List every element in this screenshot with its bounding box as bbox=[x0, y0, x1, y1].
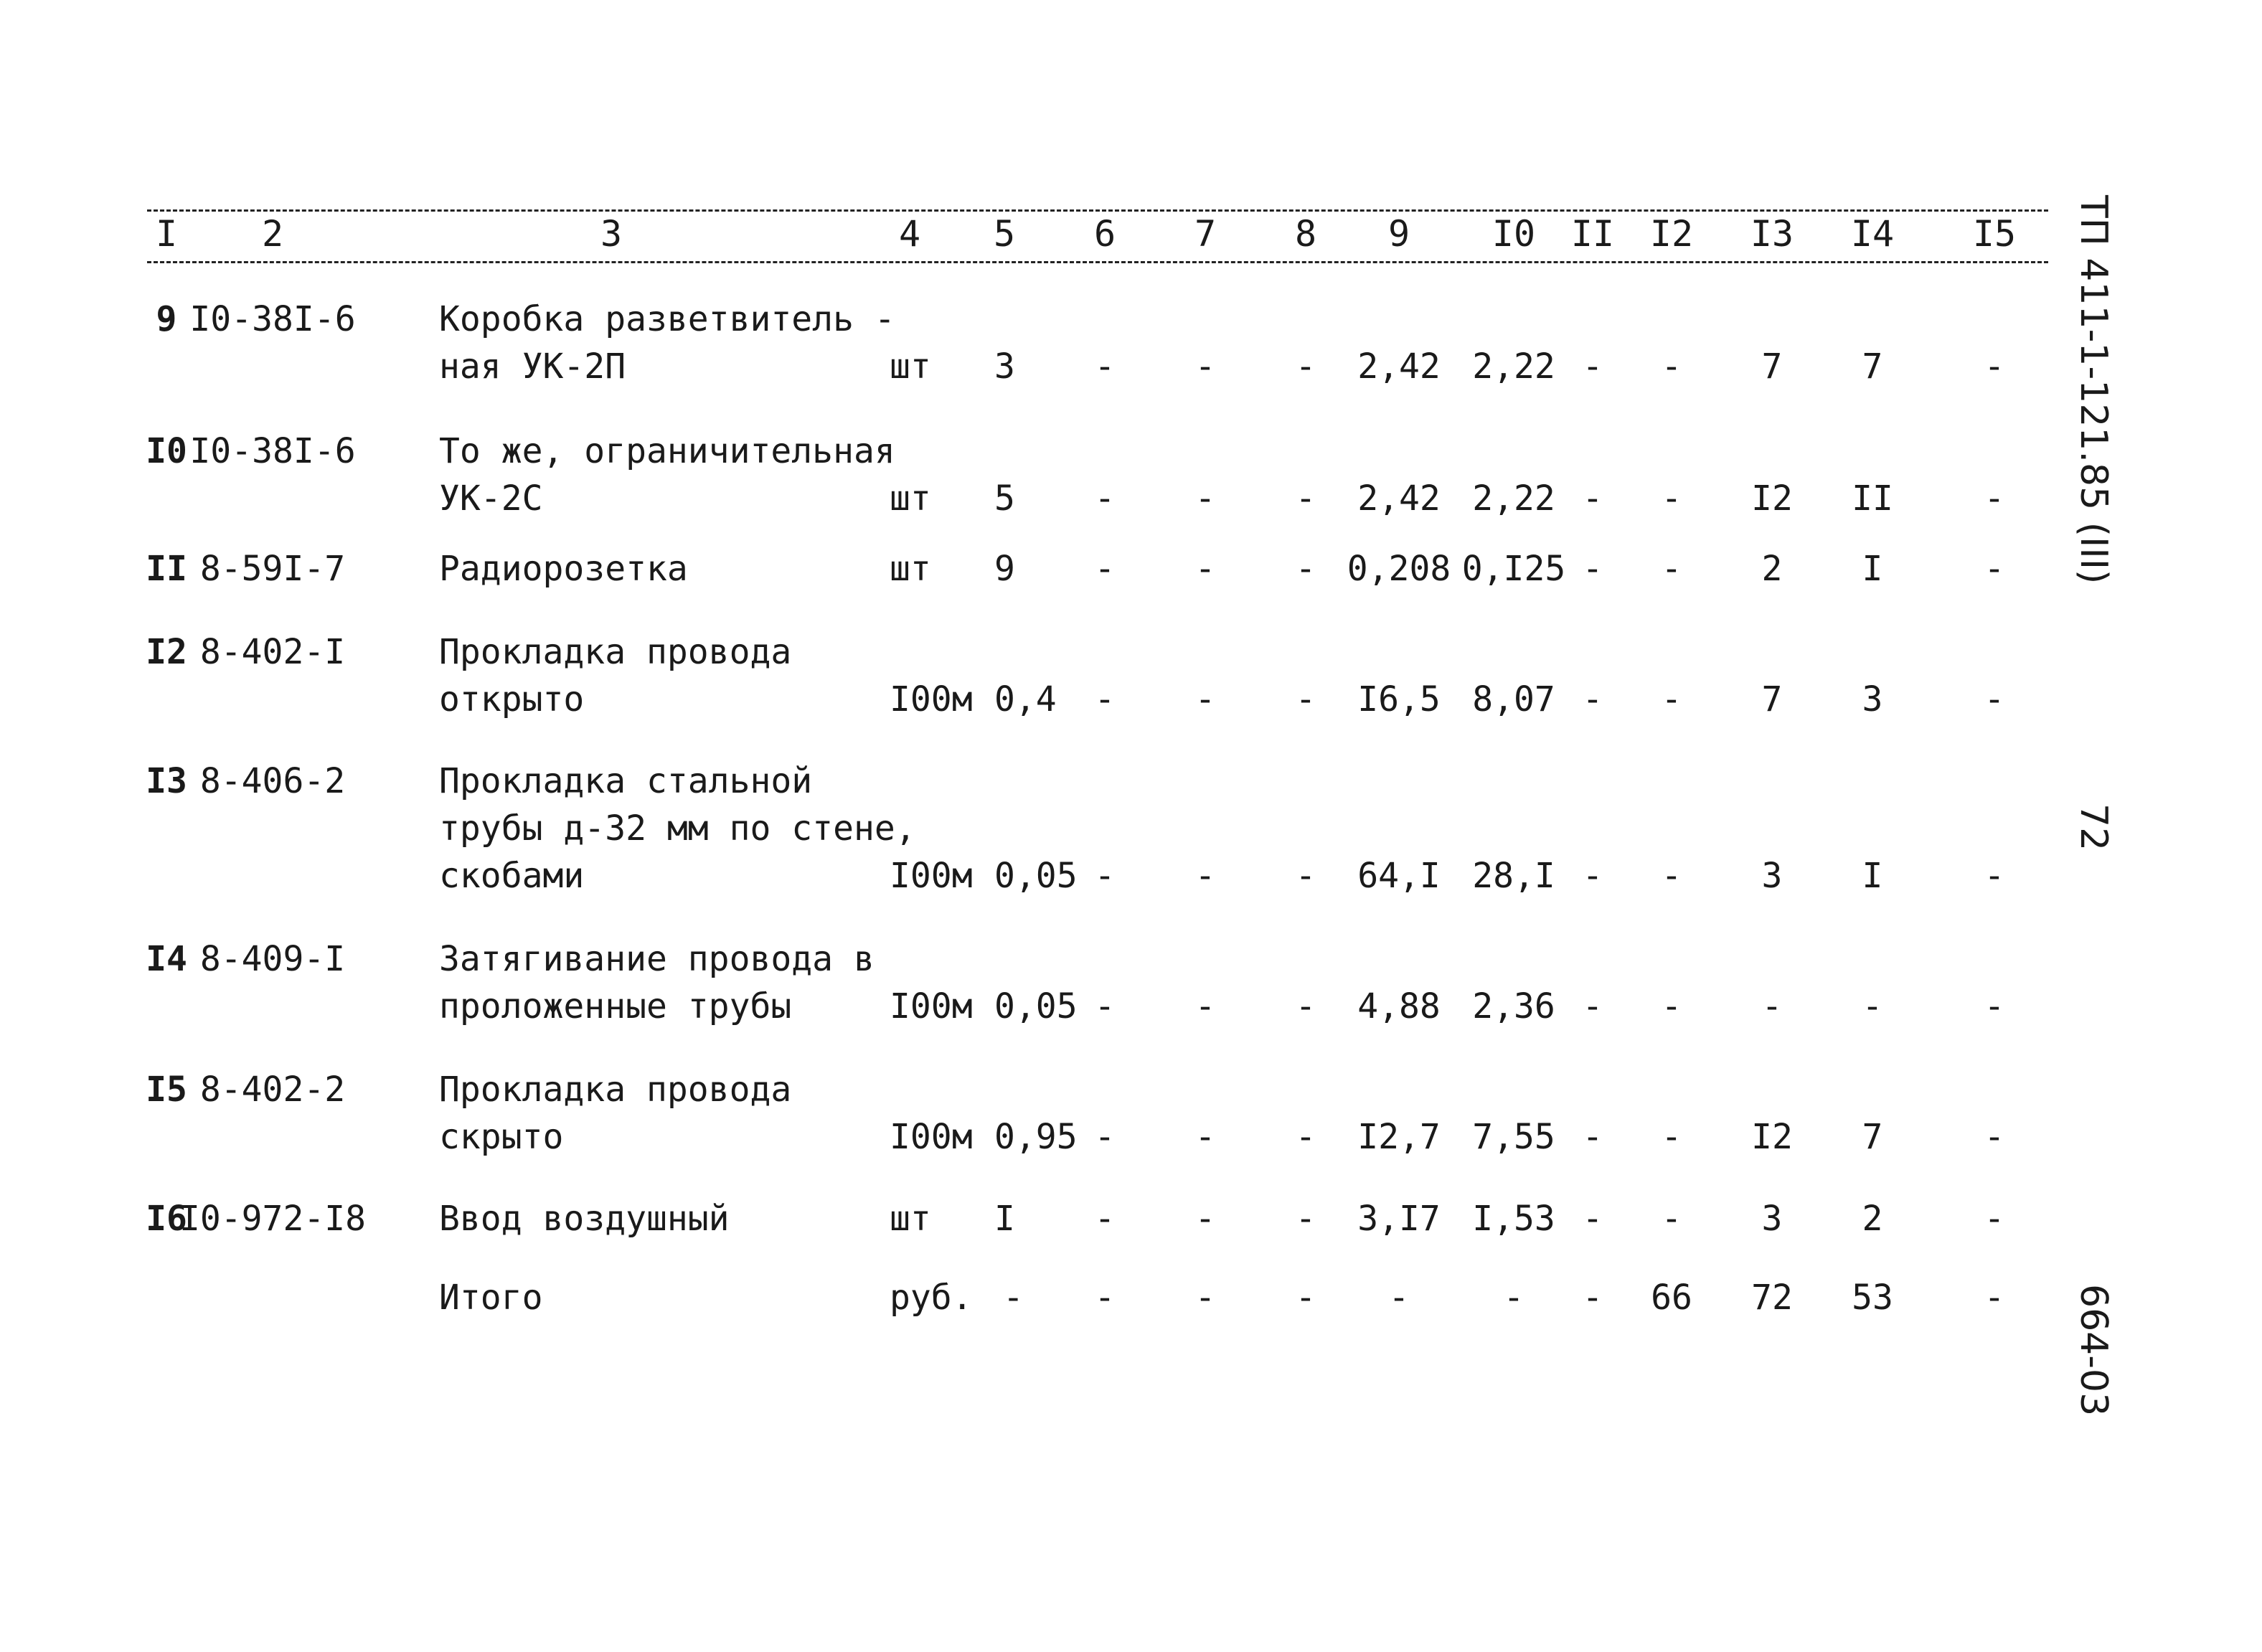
value-c11: - bbox=[1582, 478, 1603, 519]
total-c11: - bbox=[1582, 1278, 1603, 1318]
value-c7: - bbox=[1194, 478, 1216, 519]
value-c11: - bbox=[1582, 856, 1603, 896]
value-c7: - bbox=[1194, 679, 1216, 719]
row-number: 9 bbox=[156, 299, 177, 339]
column-header-1: I bbox=[155, 213, 178, 255]
work-description-line: Затягивание провода в bbox=[439, 939, 875, 979]
doc-code-margin-label: ТП 411-1-121.85 (III) bbox=[2072, 195, 2115, 585]
value-c13: - bbox=[1761, 986, 1783, 1026]
column-header-8: 8 bbox=[1294, 213, 1317, 255]
page-number: 72 bbox=[2072, 803, 2115, 851]
unit: I00м bbox=[890, 856, 973, 896]
row-number: I5 bbox=[146, 1070, 187, 1110]
value-c9: 64,I bbox=[1357, 856, 1441, 896]
value-c13: 2 bbox=[1761, 549, 1783, 589]
value-c15: - bbox=[1984, 1117, 2005, 1157]
value-c9: 4,88 bbox=[1357, 986, 1441, 1026]
work-description-line: проложенные трубы bbox=[439, 986, 792, 1026]
sheet-code-margin-label: 664-03 bbox=[2072, 1284, 2115, 1417]
column-header-4: 4 bbox=[898, 213, 921, 255]
quantity: 0,4 bbox=[994, 679, 1057, 719]
value-c11: - bbox=[1582, 1117, 1603, 1157]
column-header-10: I0 bbox=[1491, 213, 1536, 255]
value-c9: 2,42 bbox=[1357, 346, 1441, 387]
quantity: 5 bbox=[994, 478, 1015, 519]
value-c8: - bbox=[1295, 679, 1316, 719]
value-c12: - bbox=[1661, 986, 1682, 1026]
value-c11: - bbox=[1582, 549, 1603, 589]
value-c7: - bbox=[1194, 1117, 1216, 1157]
quantity: I bbox=[994, 1199, 1015, 1239]
value-c10: 7,55 bbox=[1472, 1117, 1555, 1157]
value-c14: I bbox=[1862, 549, 1883, 589]
work-description-line: открыто bbox=[439, 679, 585, 719]
unit: шт bbox=[890, 346, 931, 387]
total-c8: - bbox=[1295, 1278, 1316, 1318]
value-c14: - bbox=[1862, 986, 1883, 1026]
value-c13: 3 bbox=[1761, 856, 1783, 896]
value-c8: - bbox=[1295, 986, 1316, 1026]
value-c7: - bbox=[1194, 549, 1216, 589]
value-c6: - bbox=[1094, 1117, 1116, 1157]
total-quantity: - bbox=[1003, 1278, 1024, 1318]
price-code: 8-402-2 bbox=[199, 1070, 346, 1110]
total-c13: 72 bbox=[1751, 1278, 1793, 1318]
work-description-line: То же, ограничительная bbox=[439, 431, 895, 471]
value-c6: - bbox=[1094, 986, 1116, 1026]
price-code: 8-409-I bbox=[199, 939, 346, 979]
value-c10: 28,I bbox=[1472, 856, 1555, 896]
row-number: I6 bbox=[146, 1199, 187, 1239]
value-c11: - bbox=[1582, 346, 1603, 387]
total-label: Итого bbox=[439, 1278, 543, 1318]
work-description-line: Прокладка стальной bbox=[439, 761, 813, 801]
value-c9: 0,208 bbox=[1347, 549, 1451, 589]
value-c8: - bbox=[1295, 478, 1316, 519]
value-c6: - bbox=[1094, 346, 1116, 387]
value-c11: - bbox=[1582, 679, 1603, 719]
value-c7: - bbox=[1194, 856, 1216, 896]
price-code: 8-59I-7 bbox=[199, 549, 346, 589]
total-c10: - bbox=[1503, 1278, 1525, 1318]
value-c12: - bbox=[1661, 1199, 1682, 1239]
row-number: II bbox=[146, 549, 187, 589]
value-c12: - bbox=[1661, 478, 1682, 519]
value-c8: - bbox=[1295, 1199, 1316, 1239]
value-c6: - bbox=[1094, 549, 1116, 589]
value-c9: I2,7 bbox=[1357, 1117, 1441, 1157]
value-c12: - bbox=[1661, 1117, 1682, 1157]
work-description-line: УК-2С bbox=[439, 478, 543, 519]
value-c8: - bbox=[1295, 549, 1316, 589]
work-description-line: ная УК-2П bbox=[439, 346, 626, 387]
value-c13: 7 bbox=[1761, 679, 1783, 719]
value-c10: 8,07 bbox=[1472, 679, 1555, 719]
column-header-14: I4 bbox=[1850, 213, 1895, 255]
value-c15: - bbox=[1984, 986, 2005, 1026]
total-c9: - bbox=[1388, 1278, 1410, 1318]
work-description-line: Прокладка провода bbox=[439, 1070, 792, 1110]
work-description-line: скобами bbox=[439, 856, 585, 896]
value-c12: - bbox=[1661, 549, 1682, 589]
price-code: I0-972-I8 bbox=[179, 1199, 367, 1239]
value-c6: - bbox=[1094, 1199, 1116, 1239]
value-c6: - bbox=[1094, 478, 1116, 519]
value-c11: - bbox=[1582, 986, 1603, 1026]
column-header-3: 3 bbox=[600, 213, 623, 255]
value-c15: - bbox=[1984, 679, 2005, 719]
total-c12: 66 bbox=[1651, 1278, 1692, 1318]
total-c6: - bbox=[1094, 1278, 1116, 1318]
column-header-9: 9 bbox=[1387, 213, 1410, 255]
value-c14: II bbox=[1852, 478, 1893, 519]
value-c14: I bbox=[1862, 856, 1883, 896]
value-c7: - bbox=[1194, 1199, 1216, 1239]
value-c15: - bbox=[1984, 478, 2005, 519]
row-number: I3 bbox=[146, 761, 187, 801]
value-c9: I6,5 bbox=[1357, 679, 1441, 719]
value-c10: 0,I25 bbox=[1461, 549, 1566, 589]
price-code: I0-38I-6 bbox=[189, 299, 356, 339]
table-top-rule bbox=[147, 209, 2048, 212]
quantity: 3 bbox=[994, 346, 1015, 387]
row-number: I2 bbox=[146, 632, 187, 672]
value-c14: 3 bbox=[1862, 679, 1883, 719]
unit: I00м bbox=[890, 1117, 973, 1157]
value-c7: - bbox=[1194, 986, 1216, 1026]
work-description-line: трубы д-32 мм по стене, bbox=[439, 808, 916, 849]
value-c10: I,53 bbox=[1472, 1199, 1555, 1239]
value-c13: I2 bbox=[1751, 1117, 1793, 1157]
value-c14: 7 bbox=[1862, 1117, 1883, 1157]
value-c12: - bbox=[1661, 346, 1682, 387]
price-code: 8-402-I bbox=[199, 632, 346, 672]
value-c8: - bbox=[1295, 1117, 1316, 1157]
value-c13: 3 bbox=[1761, 1199, 1783, 1239]
value-c13: 7 bbox=[1761, 346, 1783, 387]
value-c10: 2,22 bbox=[1472, 478, 1555, 519]
value-c11: - bbox=[1582, 1199, 1603, 1239]
total-c14: 53 bbox=[1852, 1278, 1893, 1318]
column-header-2: 2 bbox=[261, 213, 284, 255]
value-c6: - bbox=[1094, 679, 1116, 719]
value-c15: - bbox=[1984, 856, 2005, 896]
value-c9: 2,42 bbox=[1357, 478, 1441, 519]
value-c13: I2 bbox=[1751, 478, 1793, 519]
total-c15: - bbox=[1984, 1278, 2005, 1318]
column-header-15: I5 bbox=[1972, 213, 2017, 255]
quantity: 0,05 bbox=[994, 986, 1078, 1026]
price-code: I0-38I-6 bbox=[189, 431, 356, 471]
value-c12: - bbox=[1661, 856, 1682, 896]
value-c8: - bbox=[1295, 856, 1316, 896]
unit: шт bbox=[890, 549, 931, 589]
unit: I00м bbox=[890, 679, 973, 719]
value-c15: - bbox=[1984, 346, 2005, 387]
value-c15: - bbox=[1984, 1199, 2005, 1239]
column-header-7: 7 bbox=[1194, 213, 1217, 255]
value-c14: 2 bbox=[1862, 1199, 1883, 1239]
value-c7: - bbox=[1194, 346, 1216, 387]
unit: I00м bbox=[890, 986, 973, 1026]
value-c15: - bbox=[1984, 549, 2005, 589]
column-header-13: I3 bbox=[1750, 213, 1794, 255]
column-header-11: II bbox=[1570, 213, 1615, 255]
unit: шт bbox=[890, 1199, 931, 1239]
price-code: 8-406-2 bbox=[199, 761, 346, 801]
value-c9: 3,I7 bbox=[1357, 1199, 1441, 1239]
work-description-line: скрыто bbox=[439, 1117, 564, 1157]
unit: шт bbox=[890, 478, 931, 519]
total-unit: руб. bbox=[890, 1278, 973, 1318]
work-description-line: Прокладка провода bbox=[439, 632, 792, 672]
quantity: 9 bbox=[994, 549, 1015, 589]
table-header-rule bbox=[147, 261, 2048, 263]
column-header-6: 6 bbox=[1093, 213, 1116, 255]
value-c8: - bbox=[1295, 346, 1316, 387]
quantity: 0,05 bbox=[994, 856, 1078, 896]
value-c14: 7 bbox=[1862, 346, 1883, 387]
quantity: 0,95 bbox=[994, 1117, 1078, 1157]
work-description-line: Радиорозетка bbox=[439, 549, 688, 589]
value-c12: - bbox=[1661, 679, 1682, 719]
column-header-12: I2 bbox=[1649, 213, 1694, 255]
work-description-line: Ввод воздушный bbox=[439, 1199, 730, 1239]
value-c10: 2,36 bbox=[1472, 986, 1555, 1026]
value-c6: - bbox=[1094, 856, 1116, 896]
work-description-line: Коробка разветвитель - bbox=[439, 299, 895, 339]
row-number: I0 bbox=[146, 431, 187, 471]
column-header-5: 5 bbox=[993, 213, 1016, 255]
row-number: I4 bbox=[146, 939, 187, 979]
value-c10: 2,22 bbox=[1472, 346, 1555, 387]
total-c7: - bbox=[1194, 1278, 1216, 1318]
